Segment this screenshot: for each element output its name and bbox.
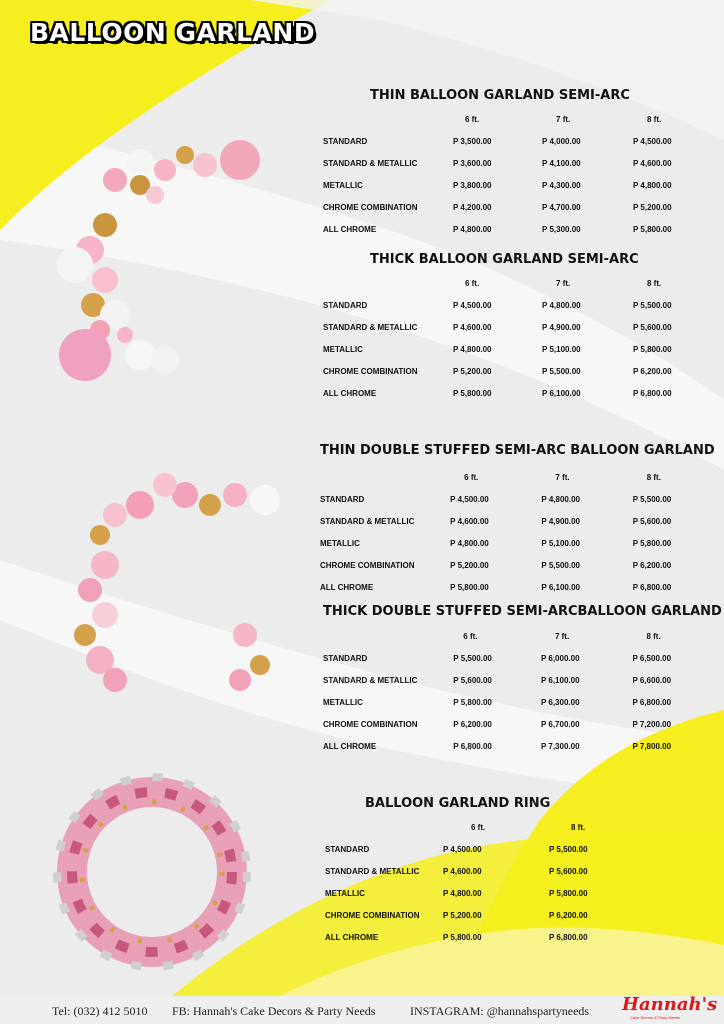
price-cell: P 6,100.00 xyxy=(542,388,581,398)
table-row xyxy=(325,904,651,926)
table-row xyxy=(323,735,724,757)
table-header-row xyxy=(325,816,651,838)
price-cell: P 6,200.00 xyxy=(632,560,672,570)
price-table-thick-double-stuffed xyxy=(323,625,724,757)
section-title: THICK BALLOON GARLAND SEMI-ARC xyxy=(370,252,639,267)
row-label: METALLIC xyxy=(323,344,363,354)
label-column-header xyxy=(323,625,453,647)
column-header: 6 ft. xyxy=(463,631,478,641)
price-cell: P 5,500.00 xyxy=(542,366,581,376)
label-column-header xyxy=(320,466,450,488)
table-row xyxy=(323,338,724,360)
row-label: STANDARD & METALLIC xyxy=(323,158,418,168)
row-label: METALLIC xyxy=(320,538,360,548)
row-label: CHROME COMBINATION xyxy=(323,719,418,729)
price-table-thick-semi-arc xyxy=(323,272,724,404)
row-label: STANDARD & METALLIC xyxy=(323,322,418,332)
table-row xyxy=(325,838,651,860)
price-cell: P 5,100.00 xyxy=(541,538,580,548)
column-header: 7 ft. xyxy=(554,631,570,641)
column-header: 8 ft. xyxy=(647,114,662,124)
row-label: METALLIC xyxy=(325,888,365,898)
price-cell: P 6,100.00 xyxy=(540,675,580,685)
table-row xyxy=(325,926,651,948)
row-label: STANDARD & METALLIC xyxy=(325,866,420,876)
price-cell: P 5,800.00 xyxy=(549,888,588,898)
column-header: 6 ft. xyxy=(464,278,480,288)
price-cell: P 5,500.00 xyxy=(541,560,580,570)
table-row xyxy=(323,316,724,338)
table-row xyxy=(323,152,724,174)
price-cell: P 4,200.00 xyxy=(452,202,492,212)
table-row xyxy=(325,860,651,882)
price-cell: P 5,800.00 xyxy=(453,697,492,707)
price-cell: P 5,200.00 xyxy=(450,560,489,570)
table-row xyxy=(323,196,724,218)
price-cell: P 5,800.00 xyxy=(632,538,672,548)
price-cell: P 5,800.00 xyxy=(633,224,672,234)
table-row xyxy=(320,576,724,598)
section-thin-semi-arc xyxy=(370,88,630,103)
footer-instagram: INSTAGRAM: @hannahspartyneeds xyxy=(410,1004,590,1018)
table-row xyxy=(323,294,724,316)
price-cell: P 5,500.00 xyxy=(549,844,588,854)
row-label: ALL CHROME xyxy=(323,388,377,398)
balloon-garland-ring-image xyxy=(45,765,260,980)
table-row xyxy=(320,510,724,532)
price-cell: P 5,800.00 xyxy=(443,932,482,942)
footer-facebook: FB: Hannah's Cake Decors & Party Needs xyxy=(172,1004,376,1018)
table-row xyxy=(323,713,724,735)
section-title: BALLOON GARLAND RING xyxy=(365,796,551,811)
row-label: ALL CHROME xyxy=(320,582,374,592)
section-thin-double-stuffed xyxy=(320,443,715,458)
price-cell: P 5,500.00 xyxy=(633,300,672,310)
price-cell: P 6,700.00 xyxy=(540,719,580,729)
price-cell: P 6,800.00 xyxy=(453,741,492,751)
table-row xyxy=(323,130,724,152)
price-cell: P 6,000.00 xyxy=(540,653,580,663)
price-cell: P 5,600.00 xyxy=(632,516,672,526)
price-cell: P 4,500.00 xyxy=(450,494,489,504)
price-cell: P 5,300.00 xyxy=(542,224,581,234)
table-row xyxy=(325,882,651,904)
price-cell: P 6,800.00 xyxy=(632,697,672,707)
table-header-row xyxy=(320,466,724,488)
row-label: STANDARD xyxy=(323,653,368,663)
price-cell: P 4,800.00 xyxy=(452,344,492,354)
price-cell: P 4,900.00 xyxy=(542,322,581,332)
price-cell: P 4,700.00 xyxy=(542,202,581,212)
double-stuffed-garland-image xyxy=(45,470,285,710)
table-row xyxy=(323,647,724,669)
section-thick-double-stuffed xyxy=(323,604,722,619)
price-cell: P 7,300.00 xyxy=(540,741,580,751)
price-cell: P 5,600.00 xyxy=(633,322,672,332)
price-cell: P 4,900.00 xyxy=(541,516,580,526)
price-cell: P 3,800.00 xyxy=(452,180,492,190)
section-title: THIN DOUBLE STUFFED SEMI-ARC BALLOON GARLAND xyxy=(320,443,715,458)
price-table-thin-double-stuffed xyxy=(320,466,724,598)
price-cell: P 6,600.00 xyxy=(632,675,672,685)
row-label: STANDARD xyxy=(320,494,365,504)
price-cell: P 4,000.00 xyxy=(542,136,581,146)
footer xyxy=(0,996,724,1024)
row-label: METALLIC xyxy=(323,697,363,707)
column-header: 8 ft. xyxy=(646,631,661,641)
price-cell: P 5,800.00 xyxy=(450,582,489,592)
row-label: ALL CHROME xyxy=(325,932,379,942)
price-cell: P 7,200.00 xyxy=(632,719,672,729)
price-cell: P 5,100.00 xyxy=(542,344,581,354)
section-title: THIN BALLOON GARLAND SEMI-ARC xyxy=(370,88,630,103)
row-label: METALLIC xyxy=(323,180,363,190)
price-cell: P 5,600.00 xyxy=(453,675,492,685)
table-row xyxy=(323,669,724,691)
price-cell: P 6,500.00 xyxy=(632,653,672,663)
brand-logo: Hannah's xyxy=(622,994,718,1015)
price-cell: P 4,500.00 xyxy=(452,300,492,310)
table-row xyxy=(323,218,724,240)
price-table-garland-ring xyxy=(325,816,651,948)
price-cell: P 6,800.00 xyxy=(633,388,672,398)
column-header: 7 ft. xyxy=(556,114,571,124)
column-header: 7 ft. xyxy=(555,472,570,482)
label-column-header xyxy=(323,272,453,294)
price-cell: P 4,600.00 xyxy=(452,322,492,332)
row-label: STANDARD & METALLIC xyxy=(323,675,418,685)
row-label: ALL CHROME xyxy=(323,741,377,751)
price-cell: P 5,500.00 xyxy=(632,494,672,504)
table-header-row xyxy=(323,108,724,130)
price-cell: P 4,800.00 xyxy=(450,538,489,548)
price-cell: P 6,300.00 xyxy=(540,697,580,707)
price-cell: P 5,500.00 xyxy=(453,653,492,663)
price-cell: P 7,800.00 xyxy=(632,741,672,751)
price-cell: P 4,800.00 xyxy=(542,300,581,310)
row-label: CHROME COMBINATION xyxy=(323,202,418,212)
row-label: STANDARD xyxy=(323,300,368,310)
price-cell: P 5,600.00 xyxy=(549,866,588,876)
price-cell: P 5,200.00 xyxy=(633,202,672,212)
column-header: 8 ft. xyxy=(646,472,661,482)
price-cell: P 6,200.00 xyxy=(453,719,492,729)
table-row xyxy=(320,532,724,554)
table-row xyxy=(320,488,724,510)
price-cell: P 6,200.00 xyxy=(549,910,588,920)
table-row xyxy=(323,360,724,382)
table-header-row xyxy=(323,272,724,294)
section-garland-ring xyxy=(365,796,550,811)
row-label: STANDARD xyxy=(323,136,368,146)
column-header: 7 ft. xyxy=(556,278,571,288)
balloon-garland-semi-arc-image xyxy=(45,135,260,395)
price-cell: P 5,200.00 xyxy=(452,366,492,376)
section-thick-semi-arc xyxy=(370,252,639,267)
price-cell: P 4,500.00 xyxy=(633,136,672,146)
price-cell: P 4,300.00 xyxy=(542,180,581,190)
price-cell: P 4,800.00 xyxy=(443,888,482,898)
price-cell: P 4,100.00 xyxy=(542,158,581,168)
price-cell: P 5,200.00 xyxy=(443,910,482,920)
price-cell: P 3,600.00 xyxy=(452,158,492,168)
label-column-header xyxy=(325,816,443,838)
column-header: 8 ft. xyxy=(571,822,586,832)
section-title: THICK DOUBLE STUFFED SEMI-ARCBALLOON GARLAND xyxy=(323,604,722,619)
price-cell: P 6,100.00 xyxy=(541,582,580,592)
price-cell: P 4,600.00 xyxy=(450,516,489,526)
price-cell: P 6,800.00 xyxy=(632,582,672,592)
column-header: 8 ft. xyxy=(647,278,662,288)
table-row xyxy=(323,174,724,196)
price-cell: P 4,600.00 xyxy=(443,866,482,876)
row-label: STANDARD xyxy=(325,844,370,854)
table-header-row xyxy=(323,625,724,647)
price-cell: P 4,500.00 xyxy=(443,844,482,854)
price-cell: P 5,800.00 xyxy=(452,388,492,398)
price-cell: P 4,800.00 xyxy=(633,180,672,190)
table-row xyxy=(323,691,724,713)
price-cell: P 3,500.00 xyxy=(452,136,492,146)
row-label: CHROME COMBINATION xyxy=(320,560,415,570)
price-cell: P 6,200.00 xyxy=(633,366,672,376)
price-cell: P 4,800.00 xyxy=(452,224,492,234)
page-title: BALLOON GARLAND xyxy=(30,18,316,47)
row-label: CHROME COMBINATION xyxy=(325,910,420,920)
brand-tagline: Cake Decors & Party Needs xyxy=(630,1015,681,1020)
footer-tel: Tel: (032) 412 5010 xyxy=(52,1004,148,1018)
column-header: 6 ft. xyxy=(464,472,479,482)
price-table-thin-semi-arc xyxy=(323,108,724,240)
price-cell: P 6,800.00 xyxy=(549,932,588,942)
price-cell: P 5,800.00 xyxy=(633,344,672,354)
column-header: 6 ft. xyxy=(464,114,480,124)
column-header: 6 ft. xyxy=(471,822,486,832)
row-label: ALL CHROME xyxy=(323,224,377,234)
label-column-header xyxy=(323,108,453,130)
table-row xyxy=(323,382,724,404)
price-cell: P 4,600.00 xyxy=(633,158,672,168)
price-cell: P 4,800.00 xyxy=(541,494,580,504)
row-label: STANDARD & METALLIC xyxy=(320,516,415,526)
table-row xyxy=(320,554,724,576)
row-label: CHROME COMBINATION xyxy=(323,366,418,376)
